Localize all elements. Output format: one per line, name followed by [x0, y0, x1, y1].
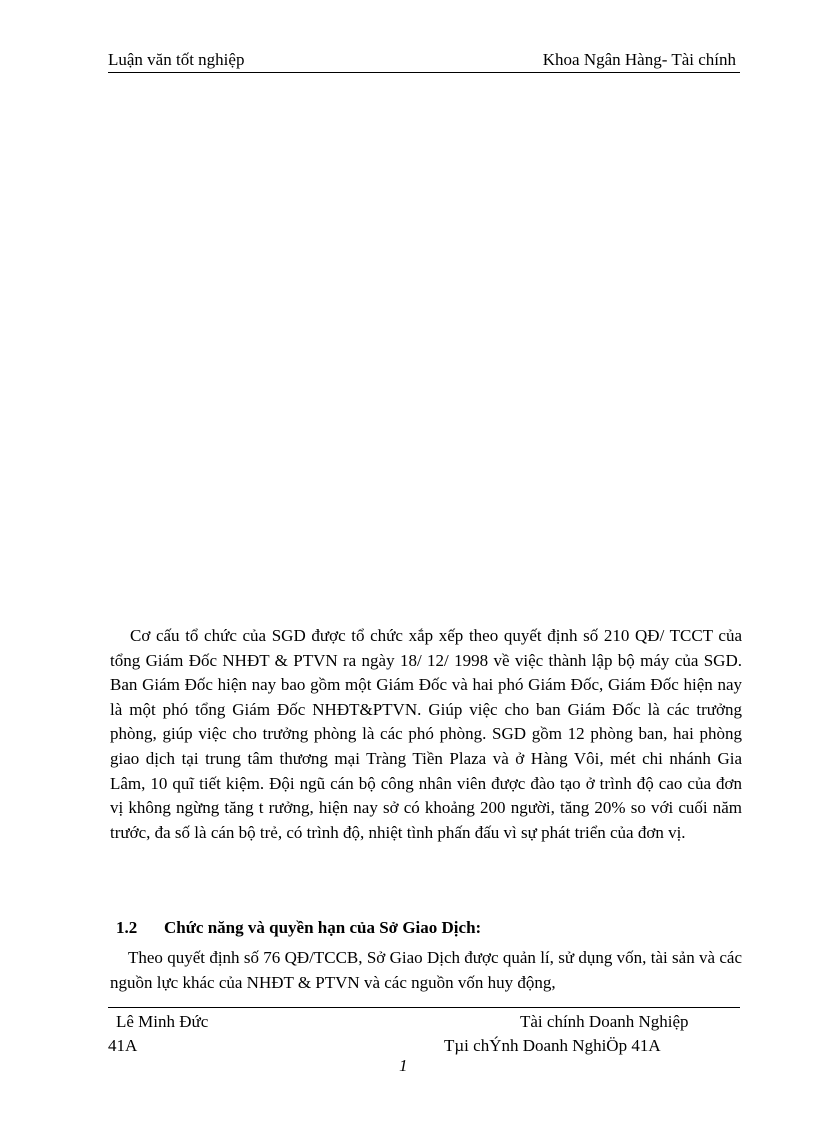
section-title: Chức năng và quyền hạn của Sở Giao Dịch: [164, 918, 482, 937]
footer-department: Tài chính Doanh Nghiệp [520, 1012, 689, 1031]
section-paragraph: Theo quyết định số 76 QĐ/TCCB, Sở Giao Dịch được quản lí, sử dụng vốn, tài sản và các nguồn lực khác của NHĐT & PTVN và các nguồn vốn huy động, [110, 948, 742, 992]
section-number: 1.2 [116, 918, 138, 937]
footer-divider [108, 1007, 740, 1008]
section-heading [116, 918, 481, 938]
header-faculty: Khoa Ngân Hàng- Tài chính [542, 50, 736, 69]
footer-author: Lê Minh Đức [116, 1012, 209, 1031]
footer-class: 41A [108, 1036, 138, 1055]
header-thesis-title: Luận văn tốt nghiệp [108, 50, 245, 69]
body-text [110, 624, 742, 845]
page-header [108, 48, 740, 73]
body-paragraph-organization: Cơ cấu tổ chức của SGD được tổ chức xắp xếp theo quyết định số 210 QĐ/ TCCT của tổng Giám Đốc NHĐT & PTVN ra ngày 18/ 12/ 1998 về việc thành lập bộ máy của SGD. Ban Giám Đốc hiện nay bao gồm một Giám Đốc và hai phó Giám Đốc, Giám Đốc hiện nay là một phó tổng Giám Đốc NHĐT&PTVN. Giúp việc cho ban Giám Đốc là các trưởng phòng, giúp việc cho trưởng phòng là các phó phòng. SGD gồm 12 phòng ban, hai phòng giao dịch tại trung tâm thương mại Tràng Tiền Plaza và ở Hàng Vôi, mét chi nhánh Gia Lâm, 10 quĩ tiết kiệm. Đội ngũ cán bộ công nhân viên được đào tạo ở trình độ cao của đơn vị không ngừng tăng t rưởng, hiện nay sở có khoảng 200 người, tăng 20% so với cuối năm trước, đa số là cán bộ trẻ, có trình độ, nhiệt tình phấn đấu vì sự phát triển của đơn vị. [110, 626, 742, 842]
page-number: 1 [399, 1056, 408, 1075]
footer-department-garbled: Tµi chÝnh Doanh NghiÖp 41A [444, 1036, 661, 1055]
